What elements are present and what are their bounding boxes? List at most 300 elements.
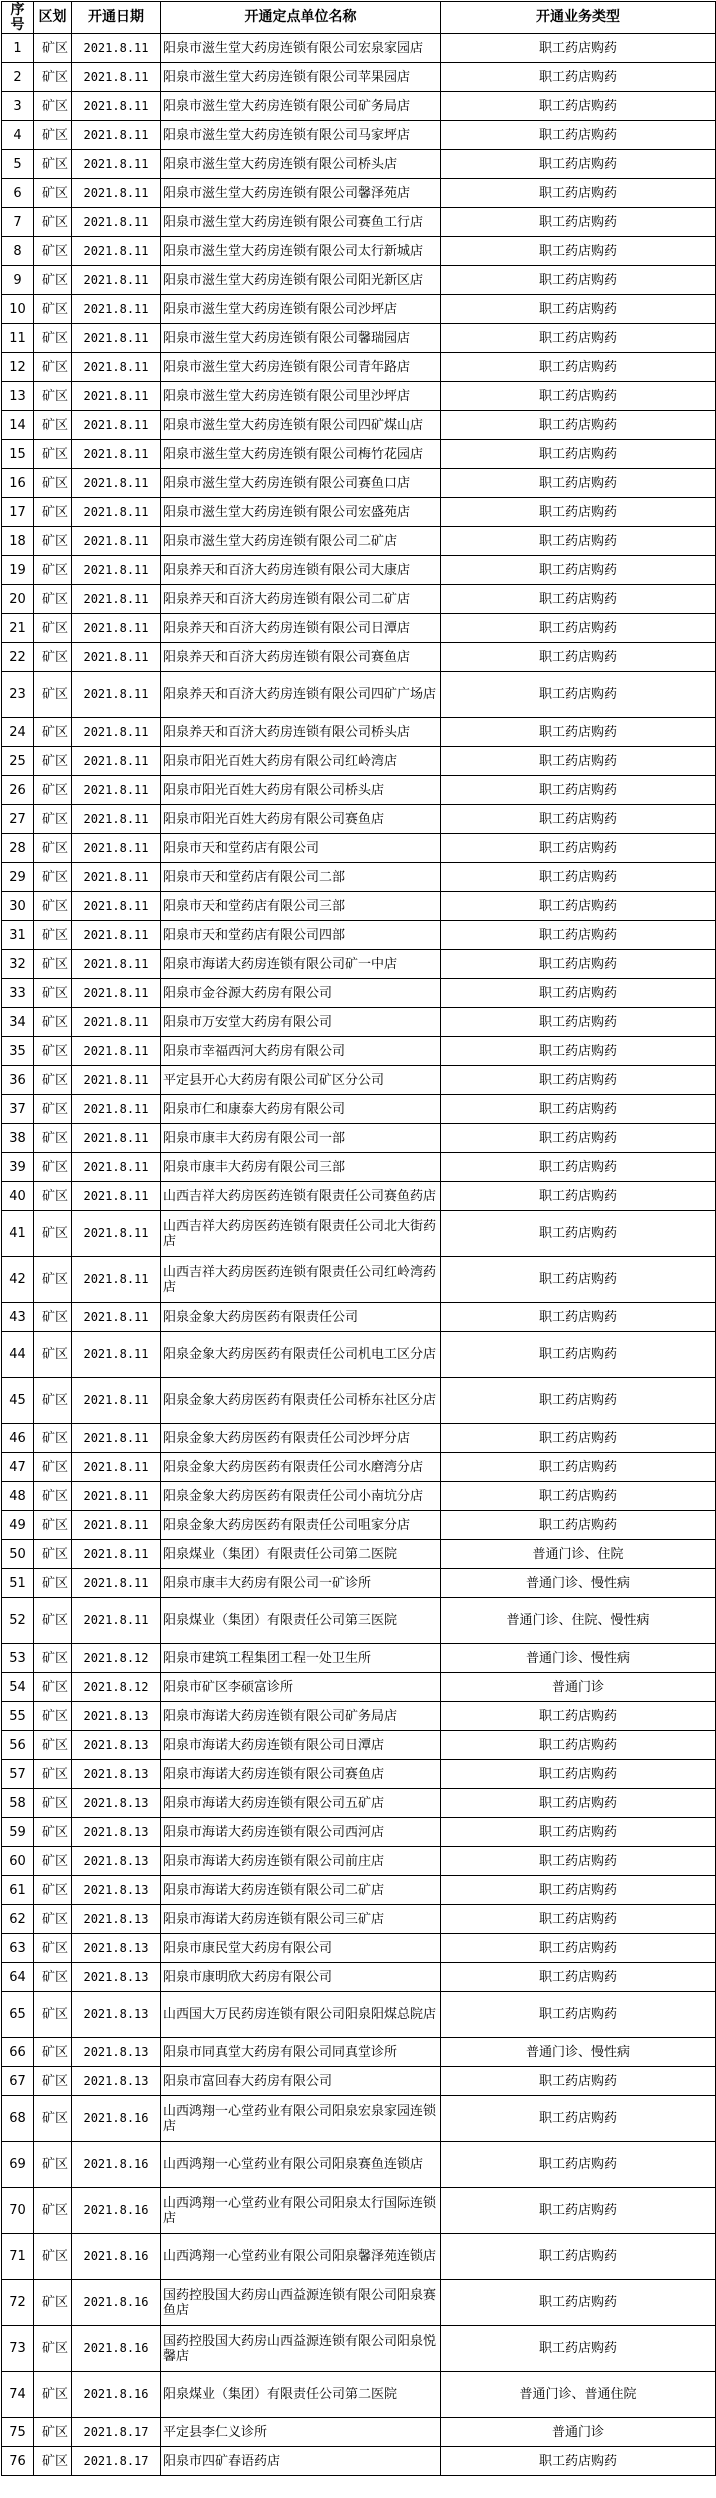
cell-serial: 29	[2, 863, 34, 892]
table-row	[2, 1760, 716, 1789]
cell-business-type: 职工药店购药	[441, 1303, 716, 1332]
cell-open-date: 2021.8.13	[72, 1905, 161, 1934]
cell-open-date: 2021.8.12	[72, 1673, 161, 1702]
cell-unit-name: 阳泉市海诺大药房连锁有限公司矿务局店	[161, 1702, 441, 1731]
cell-unit-name: 阳泉市滋生堂大药房连锁有限公司馨泽苑店	[161, 179, 441, 208]
cell-serial: 57	[2, 1760, 34, 1789]
cell-open-date: 2021.8.11	[72, 1037, 161, 1066]
cell-district: 矿区	[34, 2142, 72, 2188]
cell-district: 矿区	[34, 295, 72, 324]
cell-serial: 66	[2, 2038, 34, 2067]
cell-business-type: 职工药店购药	[441, 2447, 716, 2476]
cell-serial: 1	[2, 34, 34, 63]
cell-open-date: 2021.8.16	[72, 2326, 161, 2372]
table-row	[2, 1673, 716, 1702]
table-row	[2, 121, 716, 150]
cell-district: 矿区	[34, 863, 72, 892]
cell-business-type: 职工药店购药	[441, 1332, 716, 1378]
cell-serial: 30	[2, 892, 34, 921]
cell-business-type: 职工药店购药	[441, 353, 716, 382]
cell-unit-name: 阳泉市康明欣大药房有限公司	[161, 1963, 441, 1992]
cell-unit-name: 阳泉市海诺大药房连锁有限公司赛鱼店	[161, 1760, 441, 1789]
cell-unit-name: 阳泉市滋生堂大药房连锁有限公司馨瑞园店	[161, 324, 441, 353]
cell-unit-name: 阳泉养天和百济大药房连锁有限公司二矿店	[161, 585, 441, 614]
cell-district: 矿区	[34, 1789, 72, 1818]
cell-business-type: 职工药店购药	[441, 2096, 716, 2142]
table-row	[2, 1540, 716, 1569]
cell-district: 矿区	[34, 382, 72, 411]
cell-serial: 10	[2, 295, 34, 324]
cell-district: 矿区	[34, 237, 72, 266]
cell-district: 矿区	[34, 440, 72, 469]
cell-open-date: 2021.8.11	[72, 237, 161, 266]
cell-district: 矿区	[34, 2280, 72, 2326]
cell-serial: 65	[2, 1992, 34, 2038]
cell-district: 矿区	[34, 1992, 72, 2038]
cell-unit-name: 平定县李仁义诊所	[161, 2418, 441, 2447]
cell-open-date: 2021.8.11	[72, 1182, 161, 1211]
cell-serial: 44	[2, 1332, 34, 1378]
cell-unit-name: 阳泉金象大药房医药有限责任公司沙坪分店	[161, 1424, 441, 1453]
cell-unit-name: 阳泉市滋生堂大药房连锁有限公司四矿煤山店	[161, 411, 441, 440]
table-row	[2, 324, 716, 353]
cell-district: 矿区	[34, 1211, 72, 1257]
table-row	[2, 2142, 716, 2188]
cell-open-date: 2021.8.13	[72, 2038, 161, 2067]
cell-business-type: 职工药店购药	[441, 1037, 716, 1066]
table-row	[2, 979, 716, 1008]
cell-open-date: 2021.8.13	[72, 1702, 161, 1731]
cell-district: 矿区	[34, 411, 72, 440]
cell-district: 矿区	[34, 2418, 72, 2447]
table-row	[2, 614, 716, 643]
cell-serial: 40	[2, 1182, 34, 1211]
cell-district: 矿区	[34, 921, 72, 950]
cell-unit-name: 阳泉市康丰大药房有限公司一矿诊所	[161, 1569, 441, 1598]
cell-unit-name: 阳泉养天和百济大药房连锁有限公司大康店	[161, 556, 441, 585]
table-row	[2, 892, 716, 921]
cell-open-date: 2021.8.11	[72, 892, 161, 921]
cell-open-date: 2021.8.16	[72, 2234, 161, 2280]
cell-serial: 7	[2, 208, 34, 237]
cell-open-date: 2021.8.11	[72, 1598, 161, 1644]
cell-business-type: 职工药店购药	[441, 1905, 716, 1934]
cell-business-type: 职工药店购药	[441, 469, 716, 498]
cell-business-type: 职工药店购药	[441, 1211, 716, 1257]
cell-unit-name: 阳泉市滋生堂大药房连锁有限公司赛鱼口店	[161, 469, 441, 498]
cell-serial: 9	[2, 266, 34, 295]
cell-open-date: 2021.8.11	[72, 1540, 161, 1569]
cell-serial: 49	[2, 1511, 34, 1540]
cell-unit-name: 平定县开心大药房有限公司矿区分公司	[161, 1066, 441, 1095]
cell-district: 矿区	[34, 2234, 72, 2280]
cell-unit-name: 阳泉市滋生堂大药房连锁有限公司梅竹花园店	[161, 440, 441, 469]
cell-unit-name: 阳泉市康丰大药房有限公司一部	[161, 1124, 441, 1153]
cell-unit-name: 阳泉市同真堂大药房有限公司同真堂诊所	[161, 2038, 441, 2067]
cell-serial: 23	[2, 672, 34, 718]
cell-open-date: 2021.8.11	[72, 556, 161, 585]
cell-unit-name: 阳泉养天和百济大药房连锁有限公司赛鱼店	[161, 643, 441, 672]
cell-business-type: 职工药店购药	[441, 208, 716, 237]
table-row	[2, 1569, 716, 1598]
cell-serial: 75	[2, 2418, 34, 2447]
cell-business-type: 职工药店购药	[441, 498, 716, 527]
header-business-type: 开通业务类型	[441, 2, 716, 34]
cell-district: 矿区	[34, 1095, 72, 1124]
table-row	[2, 2447, 716, 2476]
table-row	[2, 1257, 716, 1303]
cell-unit-name: 阳泉养天和百济大药房连锁有限公司桥头店	[161, 718, 441, 747]
table-row	[2, 2234, 716, 2280]
cell-unit-name: 阳泉市万安堂大药房有限公司	[161, 1008, 441, 1037]
cell-unit-name: 阳泉市天和堂药店有限公司二部	[161, 863, 441, 892]
cell-serial: 26	[2, 776, 34, 805]
cell-business-type: 职工药店购药	[441, 1847, 716, 1876]
cell-open-date: 2021.8.17	[72, 2418, 161, 2447]
cell-unit-name: 阳泉市滋生堂大药房连锁有限公司赛鱼工行店	[161, 208, 441, 237]
cell-business-type: 职工药店购药	[441, 556, 716, 585]
cell-unit-name: 阳泉市建筑工程集团工程一处卫生所	[161, 1644, 441, 1673]
cell-unit-name: 国药控股国大药房山西益源连锁有限公司阳泉悦馨店	[161, 2326, 441, 2372]
cell-business-type: 职工药店购药	[441, 1482, 716, 1511]
cell-business-type: 普通门诊、住院	[441, 1540, 716, 1569]
cell-district: 矿区	[34, 1598, 72, 1644]
cell-unit-name: 阳泉市海诺大药房连锁有限公司三矿店	[161, 1905, 441, 1934]
cell-serial: 47	[2, 1453, 34, 1482]
cell-district: 矿区	[34, 2067, 72, 2096]
cell-unit-name: 阳泉市幸福西河大药房有限公司	[161, 1037, 441, 1066]
cell-serial: 46	[2, 1424, 34, 1453]
cell-open-date: 2021.8.11	[72, 92, 161, 121]
cell-unit-name: 阳泉金象大药房医药有限责任公司水磨湾分店	[161, 1453, 441, 1482]
cell-serial: 28	[2, 834, 34, 863]
cell-open-date: 2021.8.11	[72, 979, 161, 1008]
cell-business-type: 职工药店购药	[441, 805, 716, 834]
cell-district: 矿区	[34, 498, 72, 527]
cell-district: 矿区	[34, 1673, 72, 1702]
cell-business-type: 职工药店购药	[441, 892, 716, 921]
cell-serial: 13	[2, 382, 34, 411]
cell-open-date: 2021.8.11	[72, 1008, 161, 1037]
table-row	[2, 556, 716, 585]
cell-business-type: 职工药店购药	[441, 1124, 716, 1153]
cell-business-type: 职工药店购药	[441, 2280, 716, 2326]
cell-open-date: 2021.8.13	[72, 1876, 161, 1905]
cell-business-type: 职工药店购药	[441, 776, 716, 805]
cell-business-type: 职工药店购药	[441, 266, 716, 295]
cell-district: 矿区	[34, 324, 72, 353]
table-row	[2, 643, 716, 672]
cell-serial: 45	[2, 1378, 34, 1424]
cell-unit-name: 阳泉市海诺大药房连锁有限公司西河店	[161, 1818, 441, 1847]
cell-serial: 21	[2, 614, 34, 643]
cell-unit-name: 阳泉金象大药房医药有限责任公司咀家分店	[161, 1511, 441, 1540]
cell-business-type: 职工药店购药	[441, 2326, 716, 2372]
cell-district: 矿区	[34, 353, 72, 382]
cell-business-type: 职工药店购药	[441, 2188, 716, 2234]
table-row	[2, 950, 716, 979]
cell-business-type: 职工药店购药	[441, 2142, 716, 2188]
cell-serial: 53	[2, 1644, 34, 1673]
cell-open-date: 2021.8.11	[72, 1257, 161, 1303]
table-row	[2, 2067, 716, 2096]
cell-unit-name: 阳泉市康民堂大药房有限公司	[161, 1934, 441, 1963]
cell-open-date: 2021.8.13	[72, 1731, 161, 1760]
cell-open-date: 2021.8.11	[72, 950, 161, 979]
cell-unit-name: 阳泉市矿区李硕富诊所	[161, 1673, 441, 1702]
cell-business-type: 职工药店购药	[441, 121, 716, 150]
table-row	[2, 1303, 716, 1332]
cell-business-type: 职工药店购药	[441, 1789, 716, 1818]
cell-district: 矿区	[34, 1905, 72, 1934]
cell-unit-name: 阳泉养天和百济大药房连锁有限公司四矿广场店	[161, 672, 441, 718]
table-row	[2, 672, 716, 718]
cell-business-type: 职工药店购药	[441, 834, 716, 863]
cell-serial: 11	[2, 324, 34, 353]
cell-serial: 38	[2, 1124, 34, 1153]
cell-district: 矿区	[34, 1453, 72, 1482]
cell-unit-name: 阳泉金象大药房医药有限责任公司	[161, 1303, 441, 1332]
cell-open-date: 2021.8.11	[72, 295, 161, 324]
cell-business-type: 职工药店购药	[441, 863, 716, 892]
cell-district: 矿区	[34, 1066, 72, 1095]
cell-open-date: 2021.8.11	[72, 834, 161, 863]
cell-business-type: 职工药店购药	[441, 1153, 716, 1182]
cell-open-date: 2021.8.11	[72, 614, 161, 643]
table-row	[2, 1818, 716, 1847]
cell-unit-name: 山西国大万民药房连锁有限公司阳泉阳煤总院店	[161, 1992, 441, 2038]
cell-serial: 24	[2, 718, 34, 747]
cell-serial: 74	[2, 2372, 34, 2418]
cell-business-type: 职工药店购药	[441, 1008, 716, 1037]
cell-district: 矿区	[34, 1818, 72, 1847]
cell-district: 矿区	[34, 718, 72, 747]
cell-unit-name: 阳泉市海诺大药房连锁有限公司矿一中店	[161, 950, 441, 979]
cell-unit-name: 山西吉祥大药房医药连锁有限责任公司红岭湾药店	[161, 1257, 441, 1303]
cell-serial: 58	[2, 1789, 34, 1818]
cell-business-type: 职工药店购药	[441, 1378, 716, 1424]
cell-open-date: 2021.8.16	[72, 2188, 161, 2234]
cell-unit-name: 阳泉煤业（集团）有限责任公司第三医院	[161, 1598, 441, 1644]
cell-open-date: 2021.8.11	[72, 1124, 161, 1153]
table-row	[2, 2096, 716, 2142]
table-row	[2, 585, 716, 614]
cell-business-type: 普通门诊、慢性病	[441, 1644, 716, 1673]
cell-district: 矿区	[34, 585, 72, 614]
cell-serial: 71	[2, 2234, 34, 2280]
cell-business-type: 职工药店购药	[441, 324, 716, 353]
cell-business-type: 职工药店购药	[441, 150, 716, 179]
cell-unit-name: 阳泉金象大药房医药有限责任公司机电工区分店	[161, 1332, 441, 1378]
cell-business-type: 职工药店购药	[441, 1066, 716, 1095]
cell-serial: 73	[2, 2326, 34, 2372]
cell-open-date: 2021.8.13	[72, 1992, 161, 2038]
cell-open-date: 2021.8.11	[72, 718, 161, 747]
table-row	[2, 1992, 716, 2038]
cell-open-date: 2021.8.11	[72, 1511, 161, 1540]
cell-business-type: 职工药店购药	[441, 1934, 716, 1963]
cell-district: 矿区	[34, 805, 72, 834]
table-row	[2, 34, 716, 63]
table-row	[2, 776, 716, 805]
cell-serial: 63	[2, 1934, 34, 1963]
cell-business-type: 普通门诊、慢性病	[441, 1569, 716, 1598]
table-row	[2, 1702, 716, 1731]
table-row	[2, 1211, 716, 1257]
cell-open-date: 2021.8.11	[72, 121, 161, 150]
table-row	[2, 921, 716, 950]
cell-unit-name: 阳泉市天和堂药店有限公司	[161, 834, 441, 863]
cell-serial: 16	[2, 469, 34, 498]
cell-open-date: 2021.8.11	[72, 266, 161, 295]
cell-open-date: 2021.8.11	[72, 1453, 161, 1482]
cell-unit-name: 阳泉煤业（集团）有限责任公司第二医院	[161, 1540, 441, 1569]
cell-serial: 64	[2, 1963, 34, 1992]
cell-business-type: 职工药店购药	[441, 1818, 716, 1847]
cell-open-date: 2021.8.11	[72, 1095, 161, 1124]
table-row	[2, 2038, 716, 2067]
cell-district: 矿区	[34, 34, 72, 63]
table-row	[2, 63, 716, 92]
cell-unit-name: 阳泉市滋生堂大药房连锁有限公司太行新城店	[161, 237, 441, 266]
cell-business-type: 普通门诊	[441, 1673, 716, 1702]
table-row	[2, 440, 716, 469]
cell-district: 矿区	[34, 747, 72, 776]
cell-business-type: 职工药店购药	[441, 1731, 716, 1760]
cell-business-type: 职工药店购药	[441, 1992, 716, 2038]
cell-open-date: 2021.8.11	[72, 1332, 161, 1378]
cell-business-type: 职工药店购药	[441, 1257, 716, 1303]
cell-unit-name: 阳泉煤业（集团）有限责任公司第二医院	[161, 2372, 441, 2418]
cell-district: 矿区	[34, 1008, 72, 1037]
cell-business-type: 普通门诊	[441, 2418, 716, 2447]
cell-district: 矿区	[34, 2038, 72, 2067]
cell-business-type: 职工药店购药	[441, 1760, 716, 1789]
cell-district: 矿区	[34, 1760, 72, 1789]
cell-open-date: 2021.8.13	[72, 2067, 161, 2096]
cell-business-type: 职工药店购药	[441, 237, 716, 266]
cell-serial: 3	[2, 92, 34, 121]
cell-district: 矿区	[34, 1963, 72, 1992]
table-row	[2, 382, 716, 411]
cell-open-date: 2021.8.11	[72, 1153, 161, 1182]
cell-serial: 14	[2, 411, 34, 440]
cell-business-type: 职工药店购药	[441, 1876, 716, 1905]
cell-unit-name: 阳泉市滋生堂大药房连锁有限公司矿务局店	[161, 92, 441, 121]
cell-serial: 2	[2, 63, 34, 92]
cell-district: 矿区	[34, 672, 72, 718]
table-row	[2, 1066, 716, 1095]
cell-district: 矿区	[34, 121, 72, 150]
cell-business-type: 职工药店购药	[441, 921, 716, 950]
cell-serial: 68	[2, 2096, 34, 2142]
cell-business-type: 职工药店购药	[441, 295, 716, 324]
cell-serial: 41	[2, 1211, 34, 1257]
cell-serial: 19	[2, 556, 34, 585]
cell-district: 矿区	[34, 1540, 72, 1569]
cell-district: 矿区	[34, 1569, 72, 1598]
cell-serial: 43	[2, 1303, 34, 1332]
table-row	[2, 498, 716, 527]
cell-unit-name: 阳泉市滋生堂大药房连锁有限公司宏盛苑店	[161, 498, 441, 527]
cell-open-date: 2021.8.11	[72, 498, 161, 527]
cell-open-date: 2021.8.13	[72, 1847, 161, 1876]
cell-business-type: 职工药店购药	[441, 63, 716, 92]
cell-open-date: 2021.8.11	[72, 353, 161, 382]
cell-serial: 8	[2, 237, 34, 266]
cell-district: 矿区	[34, 1257, 72, 1303]
cell-open-date: 2021.8.11	[72, 643, 161, 672]
cell-serial: 5	[2, 150, 34, 179]
table-row	[2, 718, 716, 747]
cell-unit-name: 阳泉市海诺大药房连锁有限公司前庄店	[161, 1847, 441, 1876]
cell-business-type: 职工药店购药	[441, 2067, 716, 2096]
cell-serial: 17	[2, 498, 34, 527]
cell-open-date: 2021.8.13	[72, 1934, 161, 1963]
cell-open-date: 2021.8.11	[72, 672, 161, 718]
table-row	[2, 2326, 716, 2372]
cell-open-date: 2021.8.13	[72, 1789, 161, 1818]
cell-business-type: 职工药店购药	[441, 527, 716, 556]
cell-business-type: 普通门诊、住院、慢性病	[441, 1598, 716, 1644]
cell-unit-name: 阳泉养天和百济大药房连锁有限公司日潭店	[161, 614, 441, 643]
table-row	[2, 1731, 716, 1760]
table-row	[2, 863, 716, 892]
cell-serial: 67	[2, 2067, 34, 2096]
cell-district: 矿区	[34, 556, 72, 585]
cell-district: 矿区	[34, 1424, 72, 1453]
cell-business-type: 职工药店购药	[441, 382, 716, 411]
cell-unit-name: 山西吉祥大药房医药连锁有限责任公司北大街药店	[161, 1211, 441, 1257]
cell-unit-name: 山西鸿翔一心堂药业有限公司阳泉宏泉家园连锁店	[161, 2096, 441, 2142]
cell-open-date: 2021.8.11	[72, 440, 161, 469]
cell-serial: 69	[2, 2142, 34, 2188]
cell-open-date: 2021.8.11	[72, 747, 161, 776]
cell-open-date: 2021.8.11	[72, 921, 161, 950]
cell-business-type: 普通门诊、慢性病	[441, 2038, 716, 2067]
cell-business-type: 职工药店购药	[441, 1511, 716, 1540]
table-row	[2, 1598, 716, 1644]
table-row	[2, 411, 716, 440]
cell-district: 矿区	[34, 1731, 72, 1760]
table-row	[2, 150, 716, 179]
cell-serial: 35	[2, 1037, 34, 1066]
cell-district: 矿区	[34, 1876, 72, 1905]
table-row	[2, 1424, 716, 1453]
cell-district: 矿区	[34, 776, 72, 805]
cell-unit-name: 阳泉金象大药房医药有限责任公司小南坑分店	[161, 1482, 441, 1511]
table-row	[2, 1378, 716, 1424]
cell-unit-name: 阳泉市阳光百姓大药房有限公司桥头店	[161, 776, 441, 805]
cell-unit-name: 阳泉市滋生堂大药房连锁有限公司马家坪店	[161, 121, 441, 150]
cell-serial: 62	[2, 1905, 34, 1934]
table-row	[2, 1644, 716, 1673]
cell-open-date: 2021.8.12	[72, 1644, 161, 1673]
cell-open-date: 2021.8.16	[72, 2372, 161, 2418]
cell-business-type: 职工药店购药	[441, 92, 716, 121]
cell-business-type: 职工药店购药	[441, 411, 716, 440]
cell-district: 矿区	[34, 1934, 72, 1963]
table-row	[2, 179, 716, 208]
cell-serial: 25	[2, 747, 34, 776]
header-open-date: 开通日期	[72, 2, 161, 34]
cell-district: 矿区	[34, 266, 72, 295]
cell-serial: 54	[2, 1673, 34, 1702]
table-row	[2, 1482, 716, 1511]
cell-unit-name: 阳泉市海诺大药房连锁有限公司二矿店	[161, 1876, 441, 1905]
cell-district: 矿区	[34, 1644, 72, 1673]
cell-open-date: 2021.8.11	[72, 208, 161, 237]
